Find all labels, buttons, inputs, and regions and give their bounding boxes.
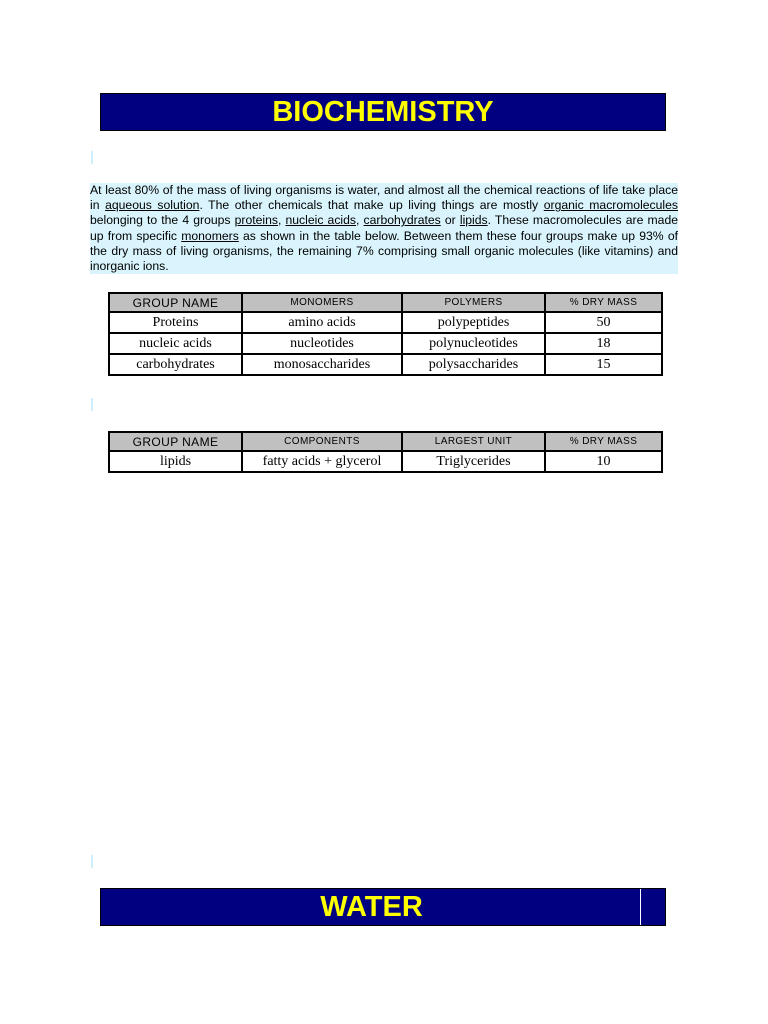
header-label: % DRY MASS [569,436,638,447]
intro-text: or [440,213,460,228]
table-row [109,312,662,333]
link-aqueous-solution[interactable]: aqueous solution [105,198,200,213]
link-organic-macromolecules[interactable]: organic macromolecules [543,198,679,213]
page-title: BIOCHEMISTRY [272,96,494,128]
intro-text: , [356,213,364,228]
table-row [109,333,662,354]
intro-text: . The other chemicals that make up living things are mostly [199,198,544,213]
header-components [242,432,402,451]
intro-text: as shown in the table below. Between them these four groups make up 93% of the dry mass of living organisms, the remaining 7% comprising small organic molecules (like vitamins) and inorganic ions. [90,228,679,274]
table-cell: 10 [545,451,662,472]
table-cell: 18 [545,333,662,354]
header-label: MONOMERS [290,297,354,308]
table-cell: lipids [109,451,242,472]
paragraph-marker [91,398,93,411]
biochemistry-title-banner [100,93,666,131]
banner-divider [640,889,641,925]
header-label: GROUP NAME [132,434,219,449]
table-cell: fatty acids + glycerol [242,451,402,472]
water-section-banner [100,888,666,926]
link-monomers[interactable]: monomers [181,228,239,243]
table-cell: nucleic acids [109,333,242,354]
table-row [109,354,662,375]
header-label: COMPONENTS [284,436,360,447]
paragraph-marker [91,855,93,868]
header-dry-mass [545,293,662,312]
intro-text: belonging to the 4 groups [90,213,235,228]
table-cell: carbohydrates [109,354,242,375]
intro-text: . These macromolecules are made up from specific [90,213,678,243]
intro-paragraph [90,183,678,274]
header-label: POLYMERS [444,297,503,308]
link-nucleic-acids[interactable]: nucleic acids [285,213,357,228]
table-cell: Triglycerides [402,451,545,472]
paragraph-marker [91,151,93,164]
header-polymers [402,293,545,312]
header-label: LARGEST UNIT [434,436,513,447]
macromolecules-table [108,292,663,376]
table-cell: polypeptides [402,312,545,333]
table-header-row [109,293,662,312]
header-group-name [109,432,242,451]
intro-text: At least 80% of the mass of living organisms is water, and almost all the chemical reactions of life take place in [90,183,678,213]
header-largest-unit [402,432,545,451]
section-title: WATER [320,891,423,923]
table-row [109,451,662,472]
table-cell: Proteins [109,312,242,333]
table-cell: monosaccharides [242,354,402,375]
link-carbohydrates[interactable]: carbohydrates [363,213,441,228]
link-lipids[interactable]: lipids [459,213,488,228]
table-cell: polysaccharides [402,354,545,375]
table-cell: 15 [545,354,662,375]
header-dry-mass [545,432,662,451]
table-cell: polynucleotides [402,333,545,354]
header-monomers [242,293,402,312]
lipids-table [108,431,663,473]
header-label: GROUP NAME [132,295,219,310]
intro-text: , [277,213,286,228]
table-header-row [109,432,662,451]
table-cell: 50 [545,312,662,333]
header-label: % DRY MASS [569,297,638,308]
table-cell: nucleotides [242,333,402,354]
link-proteins[interactable]: proteins [234,213,278,228]
header-group-name [109,293,242,312]
table-cell: amino acids [242,312,402,333]
